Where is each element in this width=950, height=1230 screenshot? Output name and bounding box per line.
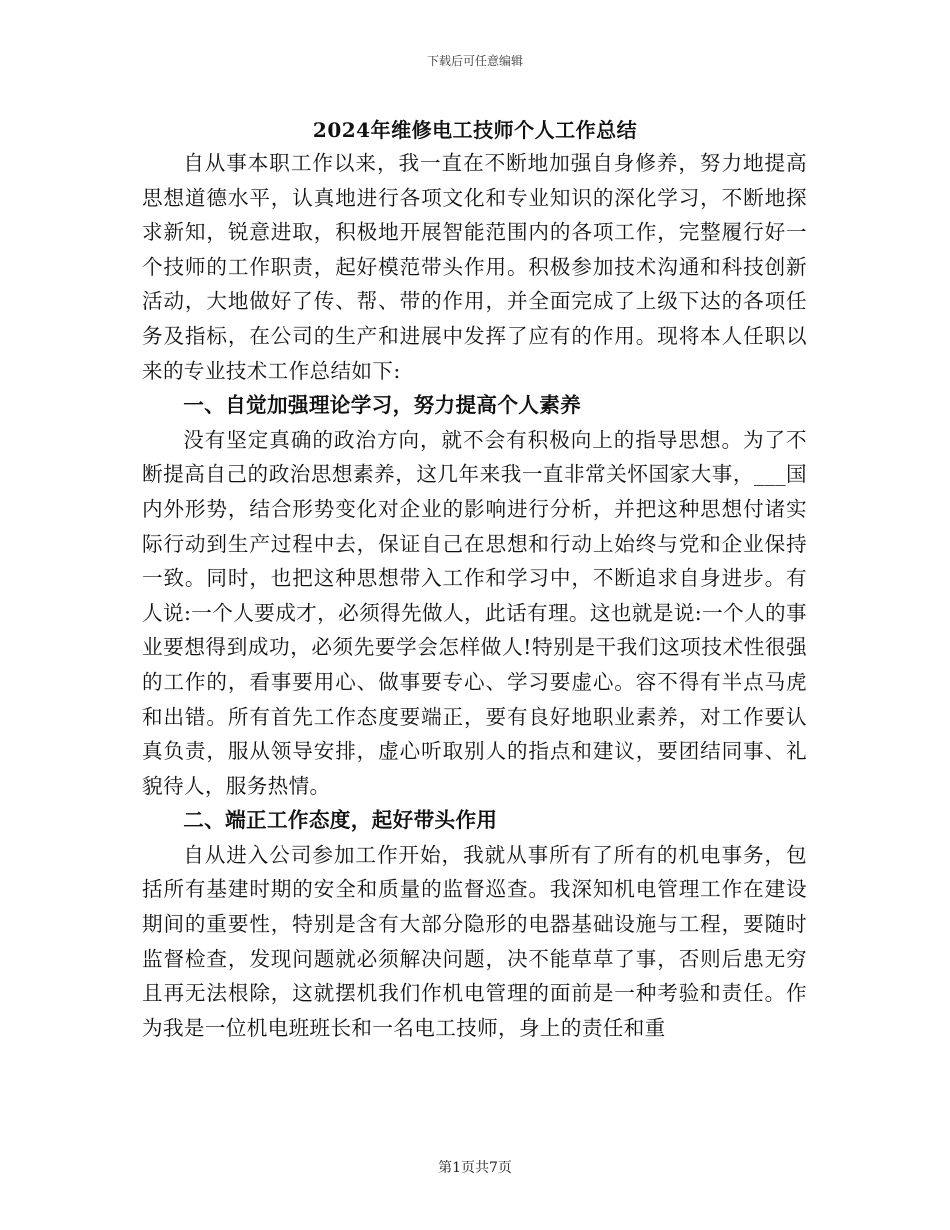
section-1-paragraph: 没有坚定真确的政治方向，就不会有积极向上的指导思想。为了不断提高自己的政治思想素养，这几年来我一直非常关怀国家大事，___国内外形势，结合形势变化对企业的影响进行分析，并把这种思想付诸实际行动到生产过程中去，保证自己在思想和行动上始终与党和企业保持一致。同时，也把这种思想带入工作和学习中，不断追求自身进步。有人说:一个人要成才，必须得先做人，此话有理。这也就是说:一个人的事业要想得到成功，必须先要学会怎样做人!特别是干我们这项技术性很强的工作的，看事要用心、做事要专心、学习要虚心。容不得有半点马虎和出错。所有首先工作态度要端正，要有良好地职业素养，对工作要认真负责，服从领导安排，虚心听取别人的指点和建议，要团结同事、礼貌待人，服务热情。 [142,427,807,798]
section-2-heading: 二、端正工作态度，起好带头作用 [183,808,498,833]
intro-paragraph: 自从事本职工作以来，我一直在不断地加强自身修养，努力地提高思想道德水平，认真地进行各项文化和专业知识的深化学习，不断地探求新知，锐意进取，积极地开展智能范围内的各项工作，完整履行好一个技师的工作职责，起好模范带头作用。积极参加技术沟通和科技创新活动，大地做好了传、帮、带的作用，并全面完成了上级下达的各项任务及指标，在公司的生产和进展中发挥了应有的作用。现将本人任职以来的专业技术工作总结如下: [142,151,807,383]
page-number-footer: 第1页共7页 [438,1160,512,1176]
document-body [142,146,807,1045]
section-2-paragraph: 自从进入公司参加工作开始，我就从事所有了所有的机电事务，包括所有基建时期的安全和质量的监督巡查。我深知机电管理工作在建设期间的重要性，特别是含有大部分隐形的电器基础设施与工程，要随时监督检查，发现问题就必须解决问题，决不能草草了事，否则后患无穷且再无法根除，这就摆机我们作机电管理的面前是一种考验和责任。作为我是一位机电班班长和一名电工技师，身上的责任和重 [142,842,807,1040]
document-title: 2024年维修电工技师个人工作总结 [312,118,638,142]
page-header-note: 下载后可任意编辑 [426,54,523,68]
section-1-heading: 一、自觉加强理论学习，努力提高个人素养 [183,393,582,418]
